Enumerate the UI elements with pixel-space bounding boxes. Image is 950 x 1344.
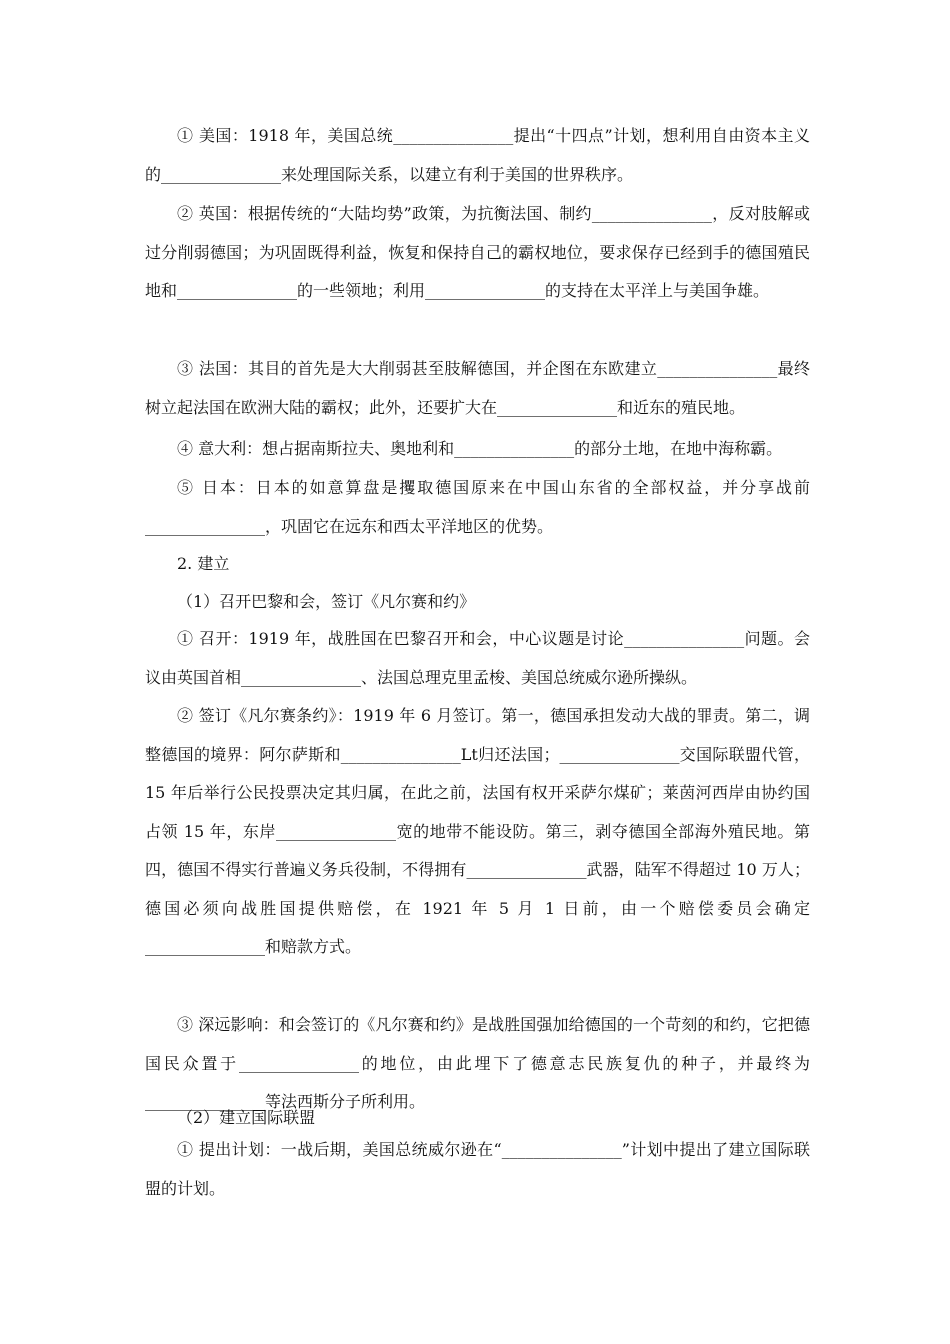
paragraph-britain: ② 英国：根据传统的“大陆均势”政策，为抗衡法国、制约_______________，反对肢解或过分削弱德国；为巩固既得利益，恢复和保持自己的霸权地位，要求保存已经到手的德国殖民地和_______________的一些领地；利用_______________的支持在太平洋上与美国争雄。 (145, 204, 810, 300)
subheading-paris-conference: （1）召开巴黎和会，签订《凡尔赛和约》 (177, 592, 476, 611)
paragraph-convene: ① 召开：1919 年，战胜国在巴黎召开和会，中心议题是讨论_______________问题。会议由英国首相_______________、法国总理克里孟梭、美国总统威尔逊所操纵。 (145, 629, 810, 687)
paragraph-impact: ③ 深远影响：和会签订的《凡尔赛和约》是战胜国强加给德国的一个苛刻的和约，它把德国民众置于_______________的地位，由此埋下了德意志民族复仇的种子，并最终为_______________等法西斯分子所利用。 (145, 1015, 810, 1111)
subheading-league-of-nations: （2）建立国际联盟 (177, 1108, 316, 1127)
paragraph-versailles-treaty: ② 签订《凡尔赛条约》：1919 年 6 月签订。第一，德国承担发动大战的罪责。第二，调整德国的境界：阿尔萨斯和_______________Lt归还法国；_______________交国际联盟代管，15 年后举行公民投票决定其归属，在此之前，法国有权开采萨尔煤矿；莱茵河西岸由协约国占领 15 年，东岸_______________宽的地带不能设防。第三，剥夺德国全部海外殖民地。第四，德国不得实行普遍义务兵役制，不得拥有_______________武器，陆军不得超过 10 万人；德国必须向战胜国提供赔偿，在 1921 年 5 月 1 日前，由一个赔偿委员会确定_______________和赔款方式。 (145, 706, 810, 956)
paragraph-france: ③ 法国：其目的首先是大大削弱甚至肢解德国，并企图在东欧建立_______________最终树立起法国在欧洲大陆的霸权；此外，还要扩大在_______________和近东的殖民地。 (145, 359, 810, 417)
paragraph-japan: ⑤ 日本：日本的如意算盘是攫取德国原来在中国山东省的全部权益，并分享战前_______________，巩固它在远东和西太平洋地区的优势。 (145, 478, 810, 536)
section-heading-establish: 2. 建立 (177, 554, 230, 573)
paragraph-propose-plan: ① 提出计划：一战后期，美国总统威尔逊在“_______________”计划中提出了建立国际联盟的计划。 (145, 1140, 810, 1198)
paragraph-italy: ④ 意大利：想占据南斯拉夫、奥地利和_______________的部分土地，在地中海称霸。 (177, 439, 783, 458)
paragraph-usa: ① 美国：1918 年，美国总统_______________提出“十四点”计划，想利用自由资本主义的_______________来处理国际关系，以建立有利于美国的世界秩序。 (145, 126, 810, 184)
